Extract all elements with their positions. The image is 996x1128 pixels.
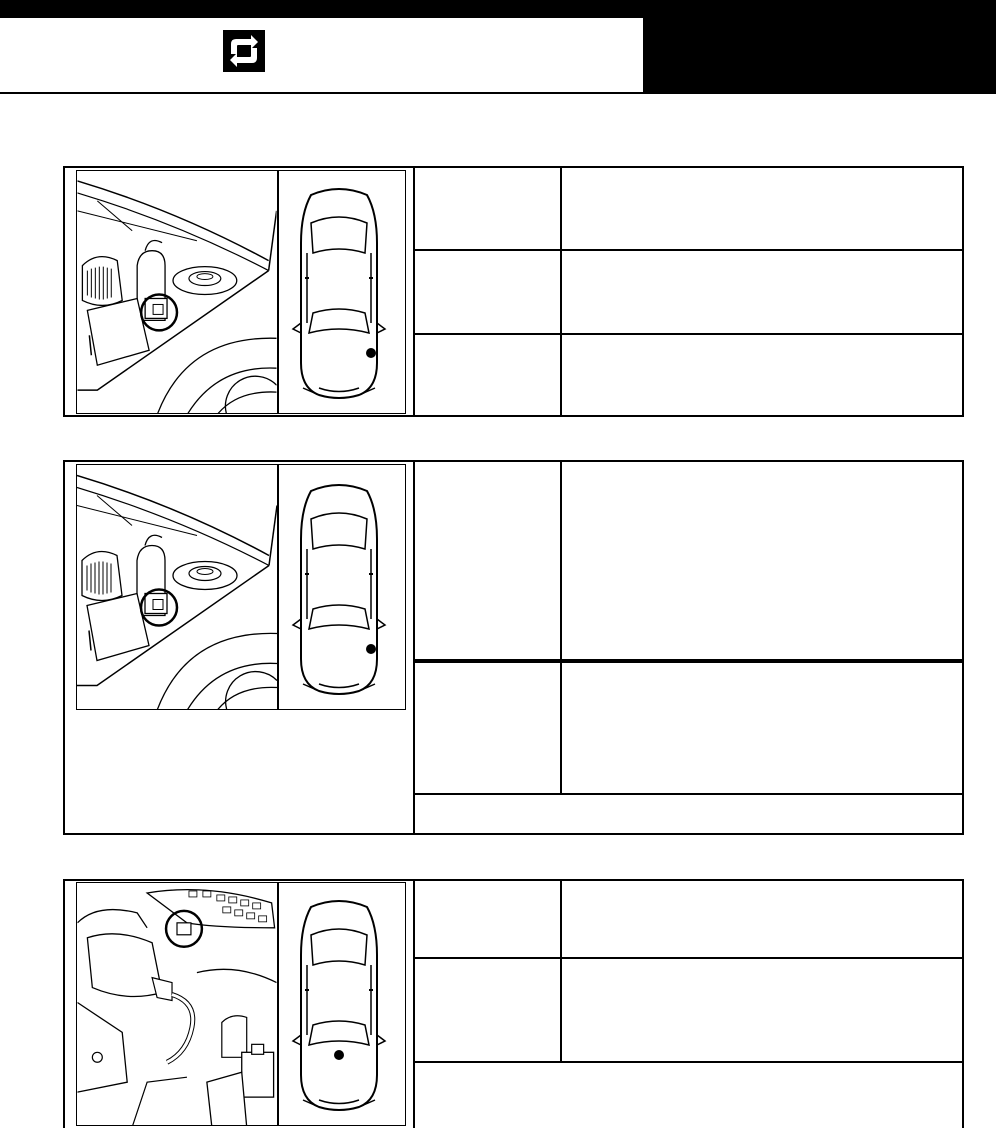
car-topview-icon [289,183,389,403]
column-divider [560,460,562,794]
column-divider [560,166,562,417]
row-divider [413,659,964,663]
row-divider [413,333,964,335]
header-black-block [643,0,996,94]
column-divider [560,879,562,1062]
row-divider [413,957,964,959]
car-topview-icon [289,895,389,1115]
row-divider [413,793,964,795]
column-divider [413,460,415,835]
engine-bay-illustration-1 [76,170,406,414]
column-divider [413,166,415,417]
car-topview-icon [289,479,389,699]
row-divider [413,1061,964,1063]
engine-bay-illustration-2 [76,464,406,710]
row-divider [413,249,964,251]
header-rule [0,92,645,94]
engine-bay-illustration-3 [76,882,406,1126]
refresh-arrows-icon[interactable] [223,30,265,72]
column-divider [413,879,415,1128]
